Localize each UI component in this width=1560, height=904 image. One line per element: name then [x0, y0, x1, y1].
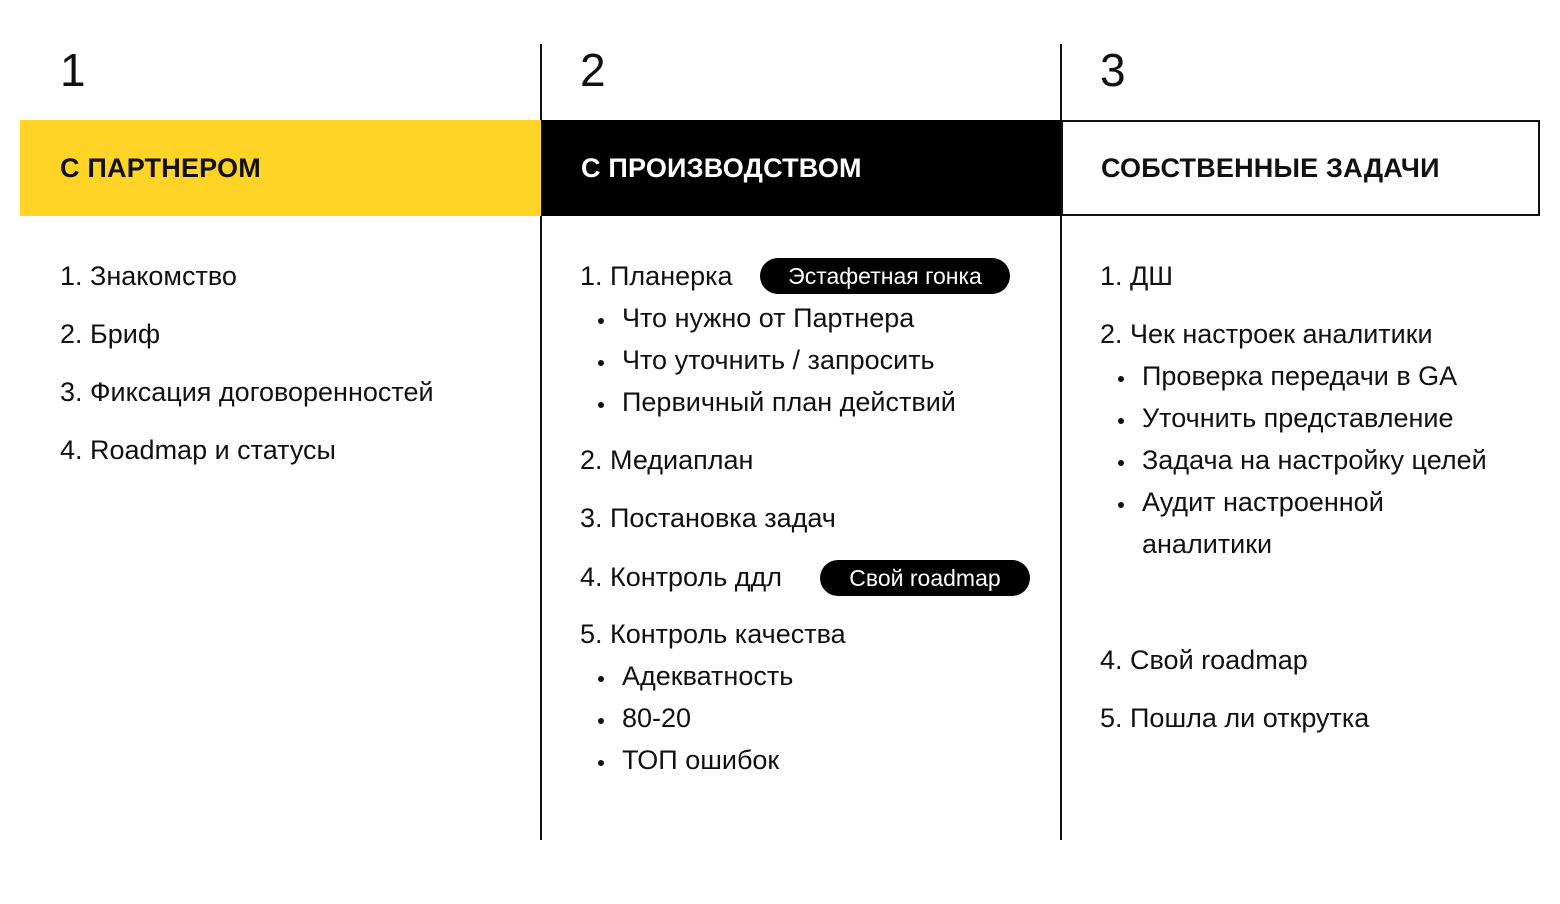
sub-list-item: Что нужно от Партнера	[622, 303, 915, 333]
column-2-header	[541, 120, 1061, 216]
bullet-dot-icon	[598, 676, 604, 682]
bullet-dot-icon	[598, 718, 604, 724]
list-item: 4. Roadmap и статусы	[60, 435, 336, 465]
list-item: 1. Знакомство	[60, 261, 237, 291]
bullet-dot-icon	[598, 402, 604, 408]
bullet-dot-icon	[1118, 376, 1124, 382]
sub-list-item: Проверка передачи в GA	[1142, 361, 1458, 391]
list-item: 1. Планерка	[580, 261, 733, 291]
column-2-number: 2	[580, 44, 606, 96]
sub-list-item: Задача на настройку целей	[1142, 445, 1487, 475]
column-1-header	[20, 120, 541, 216]
column-3-header	[1061, 120, 1540, 216]
sub-list-item-continuation: аналитики	[1142, 529, 1273, 559]
list-item: 3. Фиксация договоренностей	[60, 377, 434, 407]
sub-list-item: Первичный план действий	[622, 387, 956, 417]
list-item: 4. Контроль ддл	[580, 562, 783, 592]
sub-list-item: ТОП ошибок	[622, 745, 780, 775]
list-item: 3. Постановка задач	[580, 503, 836, 533]
column-3-title: СОБСТВЕННЫЕ ЗАДАЧИ	[1101, 152, 1440, 183]
list-item: 1. ДШ	[1100, 261, 1174, 291]
column-3-number: 3	[1100, 44, 1126, 96]
bullet-dot-icon	[1118, 418, 1124, 424]
list-item: 5. Пошла ли открутка	[1100, 703, 1370, 733]
sub-list-item: Уточнить представление	[1142, 403, 1454, 433]
sub-list-item: 80-20	[622, 703, 692, 733]
bullet-dot-icon	[1118, 460, 1124, 466]
sub-list-item: Адекватность	[622, 661, 794, 691]
sub-list-item: Аудит настроенной	[1142, 487, 1384, 517]
tag-badge: Свой roadmap	[820, 560, 1030, 596]
bullet-dot-icon	[598, 360, 604, 366]
tag-badge: Эстафетная гонка	[760, 258, 1010, 294]
list-item: 2. Бриф	[60, 319, 161, 349]
list-item: 5. Контроль качества	[580, 619, 846, 649]
list-item: 2. Медиаплан	[580, 445, 754, 475]
column-1-number: 1	[60, 44, 86, 96]
column-2-title: С ПРОИЗВОДСТВОМ	[581, 152, 862, 183]
bullet-dot-icon	[1118, 502, 1124, 508]
column-1-title: С ПАРТНЕРОМ	[60, 152, 261, 183]
bullet-dot-icon	[598, 318, 604, 324]
sub-list-item: Что уточнить / запросить	[622, 345, 935, 375]
bullet-dot-icon	[598, 760, 604, 766]
list-item: 2. Чек настроек аналитики	[1100, 319, 1433, 349]
list-item: 4. Свой roadmap	[1100, 645, 1308, 675]
